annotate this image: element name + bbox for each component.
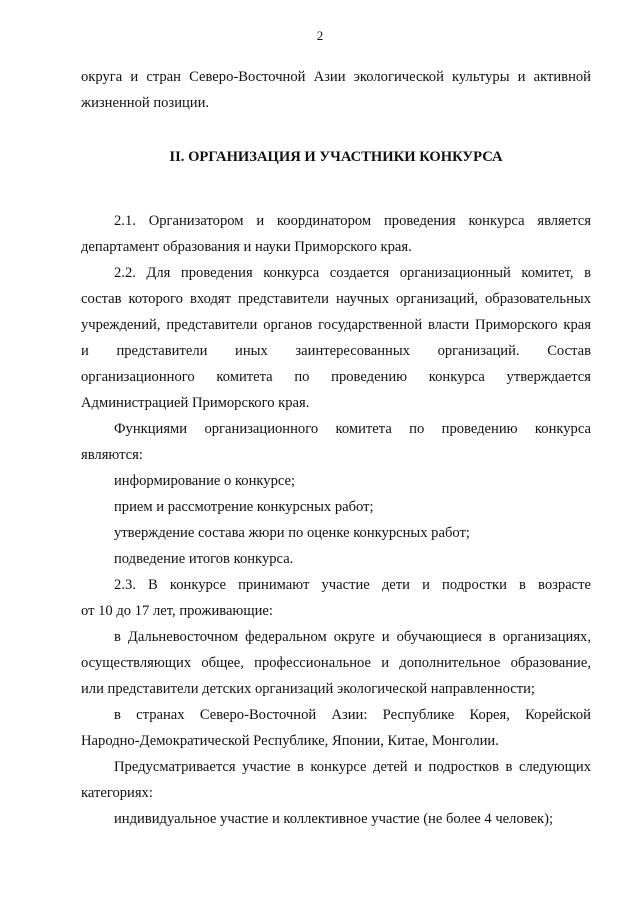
para-categories-line-2: категориях: xyxy=(81,785,153,801)
item-northeast-asia-line-2: Народно-Демократической Республике, Японии, Китае, Монголии. xyxy=(81,733,499,749)
item-northeast-asia-line-1: в странах Северо-Восточной Азии: Республике Корея, Корейской xyxy=(114,707,591,723)
item-results-line-1: подведение итогов конкурса. xyxy=(114,551,294,567)
item-far-east-line-1: в Дальневосточном федеральном округе и обучающиеся в организациях, xyxy=(114,629,591,645)
para-2-2 xyxy=(81,260,591,416)
page-number: 2 xyxy=(316,28,324,43)
item-individual-collective-line-1: индивидуальное участие и коллективное участие (не более 4 человек); xyxy=(114,811,554,827)
intro-line-1: округа и стран Северо-Восточной Азии экологической культуры и активной xyxy=(81,69,591,85)
para-2-2-line-5: организационного комитета по проведению конкурса утверждается xyxy=(81,369,591,385)
item-informing-line-1: информирование о конкурсе; xyxy=(114,473,296,489)
para-2-2-line-2: состав которого входят представители научных организаций, образовательных xyxy=(81,291,591,307)
para-2-3-line-1: 2.3. В конкурсе принимают участие дети и подростки в возрасте xyxy=(114,577,591,593)
item-receiving-line-1: прием и рассмотрение конкурсных работ; xyxy=(114,499,374,515)
item-jury-line-1: утверждение состава жюри по оценке конкурсных работ; xyxy=(114,525,470,541)
para-2-2-line-3: учреждений, представители органов государственной власти Приморского края xyxy=(81,317,591,333)
item-informing xyxy=(81,468,591,494)
para-2-3-line-2: от 10 до 17 лет, проживающие: xyxy=(81,603,273,619)
para-2-3 xyxy=(81,572,591,624)
para-functions-line-1: Функциями организационного комитета по проведению конкурса xyxy=(114,421,591,437)
para-2-2-line-6: Администрацией Приморского края. xyxy=(81,395,310,411)
para-functions xyxy=(81,416,591,468)
item-far-east-line-3: или представители детских организаций экологической направленности; xyxy=(81,681,535,697)
para-2-2-line-4: и представители иных заинтересованных организаций. Состав xyxy=(81,343,591,359)
intro-line-2: жизненной позиции. xyxy=(81,95,210,111)
item-far-east-line-2: осуществляющих общее, профессиональное и дополнительное образование, xyxy=(81,655,591,671)
para-functions-line-2: являются: xyxy=(81,447,143,463)
item-receiving xyxy=(81,494,591,520)
para-categories-line-1: Предусматривается участие в конкурсе детей и подростков в следующих xyxy=(114,759,591,775)
para-2-1 xyxy=(81,208,591,260)
document-body xyxy=(81,64,591,832)
para-categories xyxy=(81,754,591,806)
item-far-east xyxy=(81,624,591,702)
item-jury xyxy=(81,520,591,546)
paragraph-list xyxy=(81,208,591,832)
para-2-1-line-2: департамент образования и науки Приморского края. xyxy=(81,239,412,255)
para-2-1-line-1: 2.1. Организатором и координатором проведения конкурса является xyxy=(114,213,591,229)
intro-paragraph xyxy=(81,64,591,116)
item-northeast-asia xyxy=(81,702,591,754)
para-2-2-line-1: 2.2. Для проведения конкурса создается организационный комитет, в xyxy=(114,265,591,281)
item-individual-collective xyxy=(81,806,591,832)
item-results xyxy=(81,546,591,572)
section-heading: II. ОРГАНИЗАЦИЯ И УЧАСТНИКИ КОНКУРСА xyxy=(169,149,503,165)
